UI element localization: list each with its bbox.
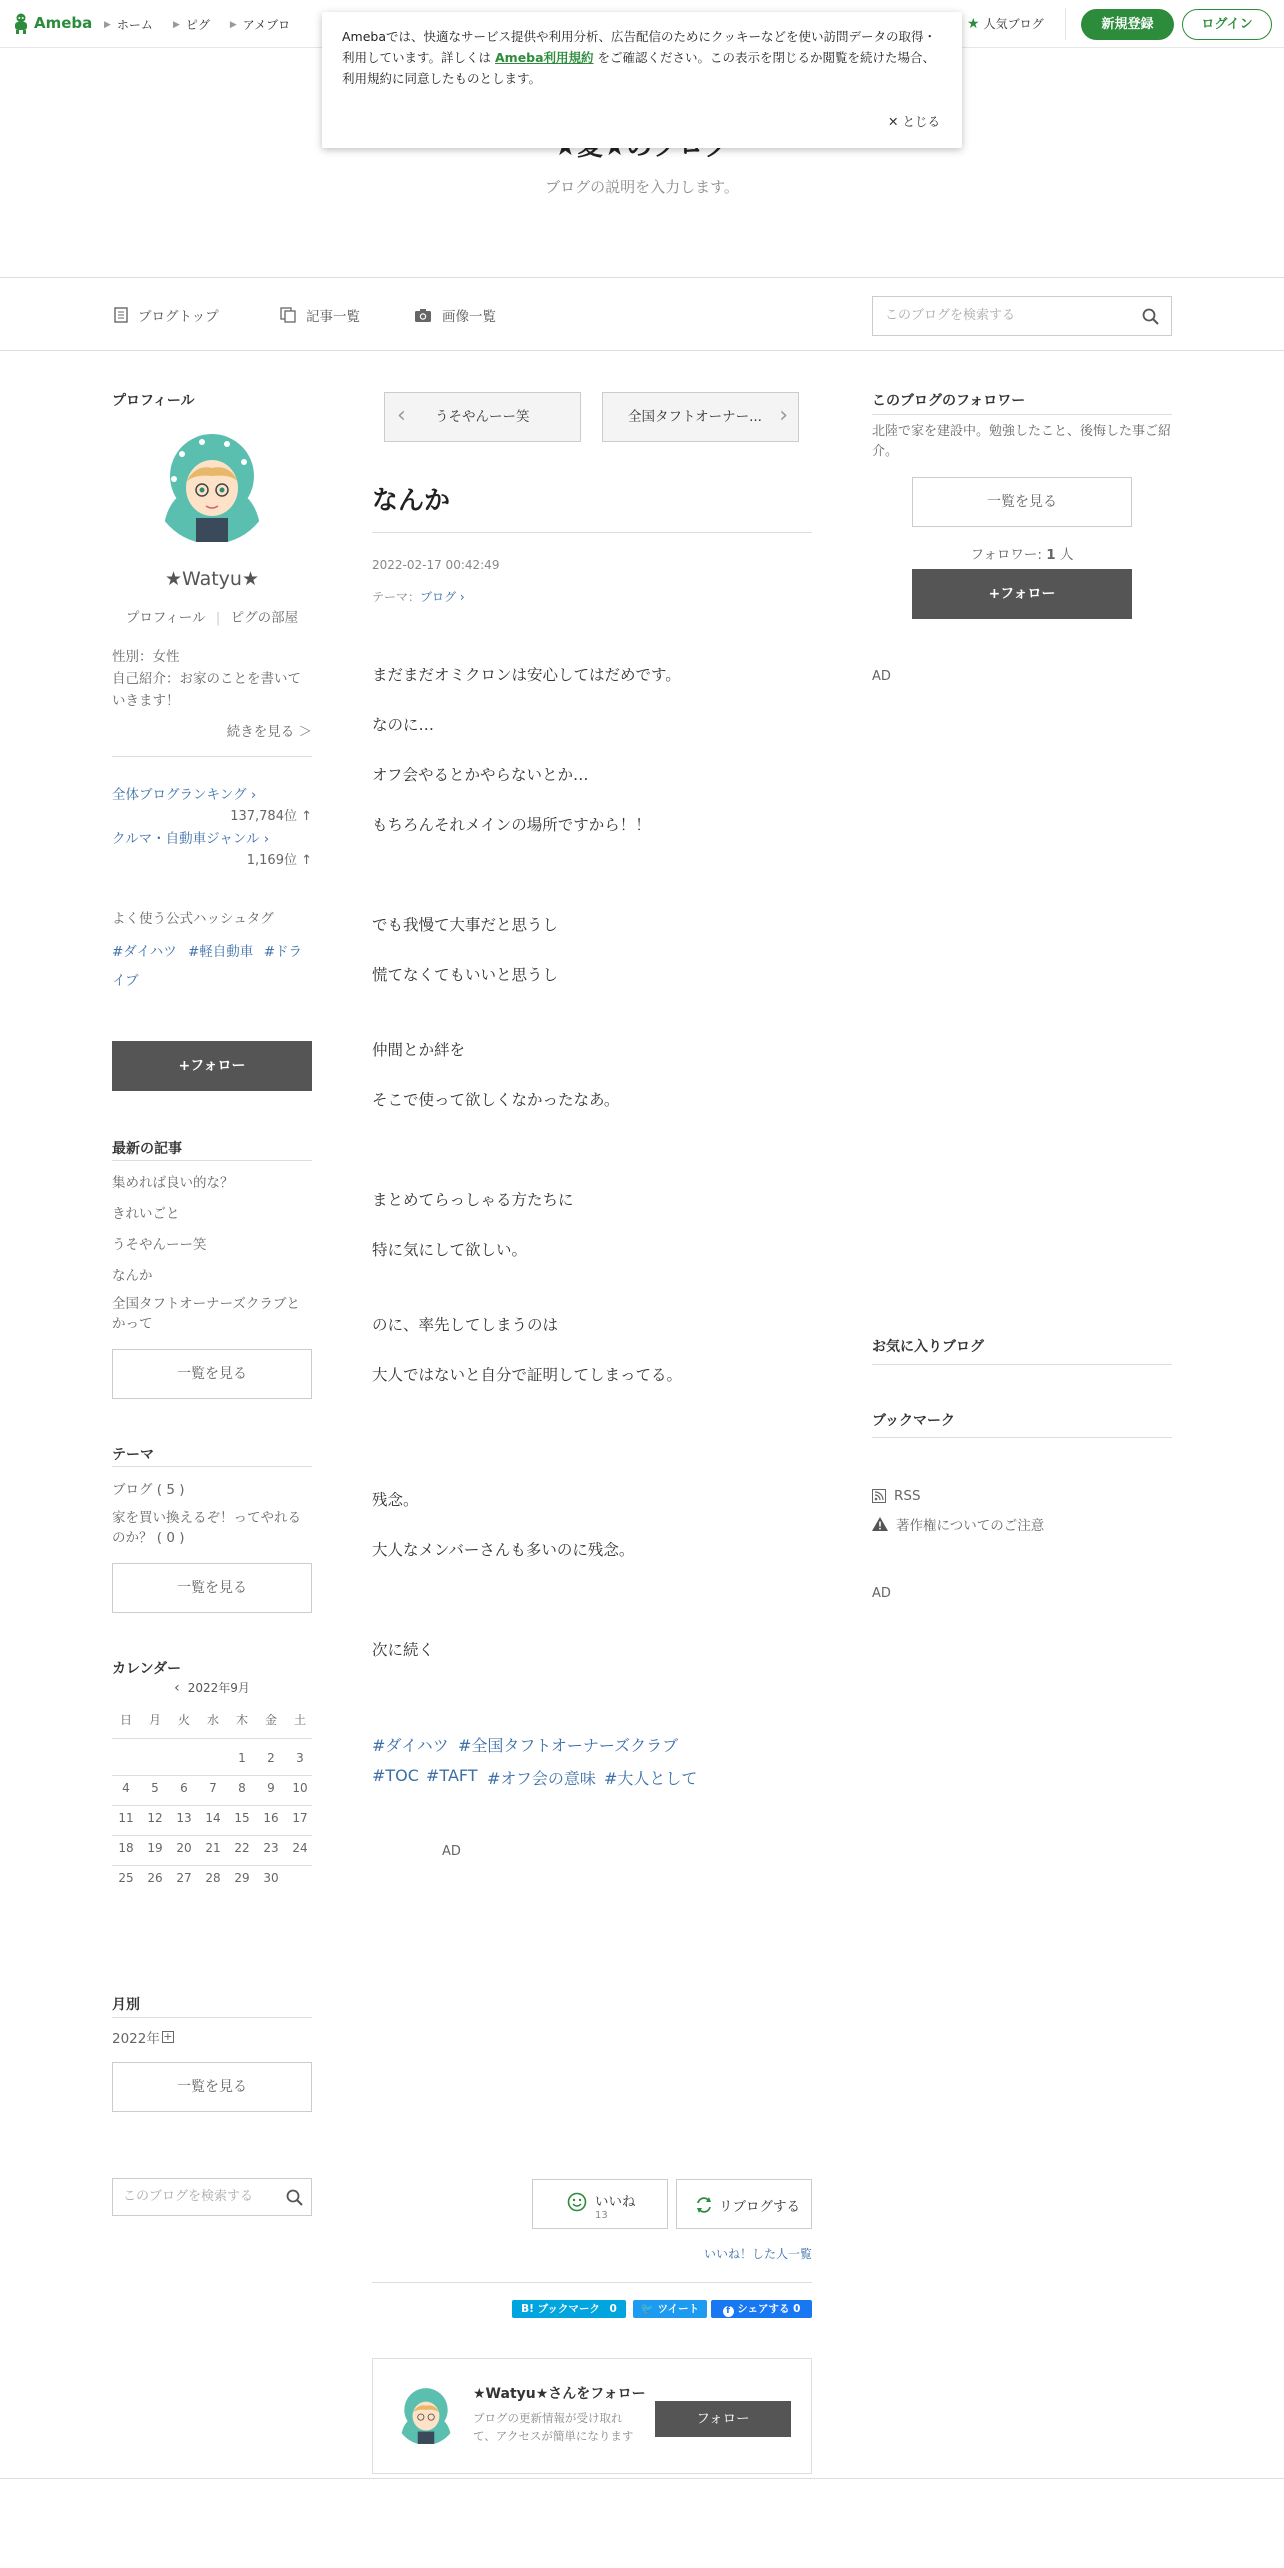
profile-avatar[interactable] — [152, 424, 272, 544]
article-line: 次に続く — [372, 1641, 435, 1659]
fb-share-label: シェアする — [737, 2303, 790, 2315]
recent-item[interactable]: 集めれば良い的な？ — [112, 1175, 234, 1191]
article-hashtag[interactable]: #ダイハツ — [372, 1736, 449, 1755]
profile-gender: 性別：女性 — [112, 649, 180, 665]
chevron-right-icon: › — [456, 590, 465, 604]
liked-list-link[interactable]: いいね！した人一覧 — [703, 2247, 812, 2261]
ranking-genre-label: クルマ・自動車ジャンル — [112, 831, 260, 847]
calendar-day: 28 — [205, 1871, 221, 1885]
right-follow-button[interactable]: +フォロー — [912, 569, 1132, 619]
nav-image-list-label: 画像一覧 — [442, 309, 496, 325]
calendar-day: 25 — [118, 1871, 134, 1885]
calendar-day: 22 — [234, 1841, 250, 1855]
ad-label: AD — [872, 669, 891, 684]
divider — [112, 1835, 312, 1836]
next-article-label: 全国タフトオーナー... — [628, 409, 762, 425]
close-icon: ✕ — [888, 114, 903, 129]
chevron-left-icon[interactable]: ‹ — [174, 1680, 180, 1696]
article-date: 2022-02-17 00:42:49 — [372, 558, 500, 572]
calendar-day: 10 — [292, 1781, 308, 1795]
calendar-heading: カレンダー — [112, 1661, 182, 1677]
calendar-day: 18 — [118, 1841, 134, 1855]
follow-avatar[interactable] — [395, 2383, 457, 2445]
chevron-right-icon: › — [263, 831, 270, 847]
monthly-heading: 月別 — [112, 1997, 140, 2013]
facebook-share-button[interactable] — [711, 2300, 812, 2318]
calendar-day: 21 — [205, 1841, 221, 1855]
followers-unit: 人 — [1059, 547, 1074, 563]
calendar-weekday: 日 — [119, 1713, 132, 1727]
article-line: そこで使って欲しくなかったなあ。 — [372, 1091, 620, 1109]
calendar-day: 26 — [147, 1871, 163, 1885]
calendar-weekday: 火 — [177, 1713, 190, 1727]
monthly-more-button[interactable]: 一覧を見る — [112, 2062, 312, 2112]
article-hashtag[interactable]: #大人として — [604, 1769, 698, 1788]
document-icon — [114, 307, 128, 323]
calendar-day: 15 — [234, 1811, 250, 1825]
favorite-blogs-heading: お気に入りブログ — [872, 1339, 984, 1355]
camera-icon — [414, 308, 432, 323]
ameba-logo-text: Ameba — [34, 14, 93, 32]
expand-plus-icon[interactable]: + — [163, 2030, 173, 2043]
calendar-day: 19 — [147, 1841, 163, 1855]
hatena-count: 0 — [609, 2303, 617, 2315]
article-hashtag[interactable]: #全国タフトオーナーズクラブ — [458, 1736, 679, 1755]
article-line: 大人なメンバーさんも多いのに残念。 — [372, 1541, 635, 1559]
article-theme-label: テーマ： — [372, 590, 421, 604]
divider — [112, 1466, 312, 1467]
sidebar-search-input[interactable] — [112, 2178, 312, 2216]
calendar-day: 29 — [234, 1871, 250, 1885]
nav-article-list-label: 記事一覧 — [306, 309, 360, 325]
chevron-right-icon: › — [779, 403, 788, 428]
pig-room-link[interactable]: ピグの部屋 — [230, 610, 299, 626]
article-line: 特に気にして欲しい。 — [372, 1241, 528, 1259]
blog-search-placeholder: このブログを検索する — [885, 308, 1016, 323]
article-line: オフ会やるとかやらないとか… — [372, 766, 589, 784]
reblog-label: リブログする — [719, 2199, 800, 2215]
ranking-all-label: 全体ブログランキング — [112, 787, 247, 803]
copyright-label: 著作権についてのご注意 — [896, 1518, 1045, 1534]
chevron-right-icon: ▶ — [104, 19, 111, 30]
popular-blog-label: 人気ブログ — [983, 17, 1044, 31]
blog-search-input[interactable] — [872, 296, 1172, 336]
profile-intro: 自己紹介：お家のことを書いていきます！ — [112, 671, 301, 709]
copyright-notice-link[interactable] — [872, 1514, 1044, 1534]
cookie-close-button[interactable] — [888, 111, 940, 132]
tweet-label: ツイート — [657, 2303, 700, 2315]
calendar-day: 12 — [147, 1811, 163, 1825]
recent-item[interactable]: きれいごと — [112, 1206, 180, 1222]
profile-name[interactable]: ★Watyu★ — [164, 568, 260, 590]
hatena-bookmark-button[interactable] — [512, 2300, 626, 2318]
copy-icon — [280, 307, 296, 323]
divider — [112, 1738, 312, 1739]
top-nav-pig-label: ピグ — [185, 18, 210, 32]
prev-article-label: うそやんーー笑 — [435, 409, 530, 425]
divider — [372, 2282, 812, 2283]
calendar-weekday: 水 — [206, 1713, 219, 1727]
recent-heading: 最新の記事 — [112, 1141, 182, 1157]
article-theme — [372, 588, 465, 605]
calendar-month — [112, 1679, 312, 1696]
followers-more-button[interactable]: 一覧を見る — [912, 477, 1132, 527]
theme-item[interactable]: ブログ ( 5 ) — [112, 1482, 185, 1498]
article-line: なのに… — [372, 716, 435, 734]
facebook-icon: f — [723, 2306, 734, 2317]
calendar-day: 3 — [296, 1751, 304, 1765]
like-count: 13 — [595, 2210, 608, 2221]
profile-heading: プロフィール — [112, 393, 195, 409]
divider — [872, 414, 1172, 415]
calendar-weekday: 木 — [235, 1713, 248, 1727]
follow-box-description: ブログの更新情報が受け取れて、アクセスが簡単になります — [473, 2411, 634, 2443]
calendar-day: 24 — [292, 1841, 308, 1855]
chevron-right-icon: ▶ — [229, 19, 237, 30]
divider — [112, 1775, 312, 1776]
reblog-icon — [695, 2196, 713, 2214]
article-line: まとめてらっしゃる方たちに — [372, 1191, 574, 1209]
nav-blog-top[interactable] — [114, 305, 219, 325]
warning-icon — [872, 1517, 888, 1531]
followers-count-value: 1 — [1046, 547, 1056, 563]
followers-count — [872, 543, 1172, 563]
like-label: いいね — [595, 2194, 636, 2210]
avatar-illustration — [152, 424, 272, 544]
top-nav-ameblo[interactable] — [230, 16, 290, 33]
profile-links: プロフィール | ピグの部屋 — [125, 610, 299, 626]
blog-nav-bar — [0, 277, 1284, 351]
followers-count-label: フォロワー: — [970, 547, 1042, 563]
hatena-label: B! ブックマーク — [521, 2303, 600, 2315]
article-hashtag[interactable]: #オフ会の意味 — [487, 1769, 596, 1788]
calendar-day: 14 — [205, 1811, 221, 1825]
prev-article-button[interactable] — [384, 392, 581, 442]
calendar-weekday: 月 — [148, 1713, 161, 1727]
next-article-button[interactable] — [602, 392, 799, 442]
divider — [872, 1364, 1172, 1365]
nav-article-list[interactable] — [280, 305, 360, 325]
calendar-day: 23 — [263, 1841, 279, 1855]
calendar-day: 27 — [176, 1871, 192, 1885]
top-nav-home[interactable] — [104, 16, 153, 33]
recent-item[interactable]: なんか — [112, 1268, 153, 1284]
sidebar-hashtag[interactable]: #軽自動車 — [188, 944, 254, 960]
follow-box-button[interactable]: フォロー — [655, 2401, 791, 2437]
ad-label: AD — [442, 1844, 461, 1859]
sidebar-hashtag[interactable]: #ダイハツ — [112, 944, 177, 960]
like-button[interactable] — [532, 2179, 668, 2229]
popular-blog-link[interactable] — [967, 15, 1044, 32]
article-line: もちろんそれメインの場所ですから！！ — [372, 816, 651, 834]
recent-item[interactable]: うそやんーー笑 — [112, 1237, 207, 1253]
twitter-bird-icon: 🐦 — [640, 2303, 654, 2315]
top-nav-home-label: ホーム — [116, 18, 153, 32]
signup-button[interactable]: 新規登録 — [1081, 9, 1174, 40]
calendar-day: 16 — [263, 1811, 279, 1825]
divider — [112, 1160, 312, 1161]
ad-label: AD — [872, 1586, 891, 1601]
blog-description: ブログの説明を入力します。 — [545, 178, 739, 196]
cookie-terms-link[interactable]: Ameba利用規約 — [495, 50, 594, 65]
chevron-left-icon: ‹ — [397, 403, 406, 428]
top-nav-pig[interactable] — [173, 16, 210, 33]
cookie-banner — [322, 12, 962, 148]
sidebar-search-placeholder: このブログを検索する — [123, 2189, 254, 2204]
article-line: でも我慢て大事だと思うし — [372, 916, 559, 934]
article-hashtag[interactable]: #TOC — [372, 1766, 419, 1785]
star-icon: ★ — [967, 15, 980, 32]
calendar-day: 20 — [176, 1841, 192, 1855]
smile-icon — [567, 2192, 587, 2212]
top-nav — [104, 16, 290, 33]
article-line: 残念。 — [372, 1491, 419, 1509]
sidebar-hashtag-drive-part: #ドラ — [263, 944, 302, 960]
calendar-day: 30 — [263, 1871, 279, 1885]
profile-link[interactable]: プロフィール — [125, 610, 206, 626]
monthly-year[interactable] — [112, 2027, 174, 2047]
calendar-month-label: 2022年9月 — [187, 1681, 250, 1695]
ranking-genre-value: 1,169位 ↑ — [246, 853, 312, 868]
profile-more-link[interactable]: 続きを見る ＞ — [226, 724, 312, 740]
followers-heading: このブログのフォロワー — [872, 393, 1026, 409]
nav-blog-top-label: ブログトップ — [138, 309, 219, 325]
search-icon[interactable] — [1142, 308, 1159, 325]
themes-more-button[interactable]: 一覧を見る — [112, 1563, 312, 1613]
recent-item[interactable]: 全国タフトオーナーズクラブとかって — [112, 1296, 300, 1332]
divider — [1065, 8, 1066, 40]
chevron-right-icon: › — [250, 787, 257, 803]
divider — [112, 1805, 312, 1806]
rss-label: RSS — [894, 1488, 921, 1504]
follow-box-title: ★Watyu★さんをフォロー — [473, 2386, 646, 2402]
calendar-day: 1 — [238, 1751, 246, 1765]
nav-image-list[interactable] — [414, 305, 496, 325]
themes-heading: テーマ — [112, 1447, 154, 1463]
rss-link[interactable] — [872, 1488, 921, 1504]
article-line: 大人ではないと自分で証明してしまってる。 — [372, 1366, 683, 1384]
article-line: まだまだオミクロンは安心してはだめです。 — [372, 666, 681, 684]
divider — [112, 1865, 312, 1866]
divider — [112, 2017, 312, 2018]
article-line: 仲間とか絆を — [372, 1041, 466, 1059]
ameba-mascot-icon — [12, 12, 30, 34]
reblog-button[interactable] — [676, 2179, 812, 2229]
search-icon[interactable] — [286, 2189, 303, 2206]
calendar-day: 17 — [292, 1811, 308, 1825]
article-theme-link[interactable]: ブログ — [420, 590, 457, 604]
calendar-day: 11 — [118, 1811, 134, 1825]
ranking-all-value: 137,784位 ↑ — [230, 809, 312, 824]
calendar-day: 4 — [122, 1781, 130, 1795]
sidebar-hashtag-drive[interactable]: イブ — [112, 973, 139, 989]
top-nav-ameblo-label: アメブロ — [242, 18, 291, 32]
chevron-right-icon: ▶ — [172, 19, 180, 30]
calendar-day: 5 — [151, 1781, 159, 1795]
cookie-close-label: とじる — [902, 114, 940, 129]
calendar-day: 6 — [180, 1781, 188, 1795]
calendar-day: 9 — [267, 1781, 275, 1795]
article-line: のに、率先してしまうのは — [372, 1316, 559, 1334]
divider — [872, 1437, 1172, 1438]
calendar-weekday: 土 — [293, 1713, 306, 1727]
calendar-day: 8 — [238, 1781, 246, 1795]
divider — [372, 532, 812, 533]
tweet-button[interactable] — [633, 2300, 707, 2318]
hashtag-heading: よく使う公式ハッシュタグ — [112, 911, 274, 927]
article-hashtag[interactable]: #TAFT — [426, 1766, 478, 1785]
ranking-genre-link[interactable] — [112, 827, 269, 847]
followers-description: 北陸で家を建設中。勉強したこと、後悔した事ご紹介。 — [872, 424, 1172, 459]
ranking-all-link[interactable] — [112, 783, 256, 803]
sidebar-follow-button[interactable]: +フォロー — [112, 1041, 312, 1091]
calendar-day: 13 — [176, 1811, 192, 1825]
monthly-year-label: 2022年 — [112, 2031, 160, 2047]
calendar-weekday: 金 — [264, 1713, 277, 1727]
article-title[interactable]: なんか — [372, 486, 451, 516]
theme-item[interactable]: 家を買い換えるぞ！ってやれるのか？ ( 0 ) — [112, 1510, 301, 1546]
calendar-day: 7 — [209, 1781, 217, 1795]
rss-icon — [872, 1489, 886, 1503]
cookie-text-after: をご確認ください。この表示を閉じるか閲覧を続けた場合、利用規約に同意したものとします。 — [342, 50, 936, 86]
fb-share-count: 0 — [793, 2303, 801, 2315]
avatar-illustration — [395, 2383, 457, 2445]
article-line: 慌てなくてもいいと思うし — [372, 966, 559, 984]
ameba-logo[interactable] — [12, 12, 92, 34]
follow-box — [372, 2358, 812, 2474]
cookie-text: Amebaでは、快適なサービス提供や利用分析、広告配信のためにクッキーなどを使い訪問データの取得・利用しています。詳しくは — [342, 29, 937, 65]
divider — [112, 756, 312, 757]
bookmark-heading: ブックマーク — [872, 1413, 956, 1429]
divider — [0, 2478, 1284, 2479]
calendar-day: 2 — [267, 1751, 275, 1765]
recent-more-button[interactable]: 一覧を見る — [112, 1349, 312, 1399]
login-button[interactable]: ログイン — [1182, 9, 1272, 40]
